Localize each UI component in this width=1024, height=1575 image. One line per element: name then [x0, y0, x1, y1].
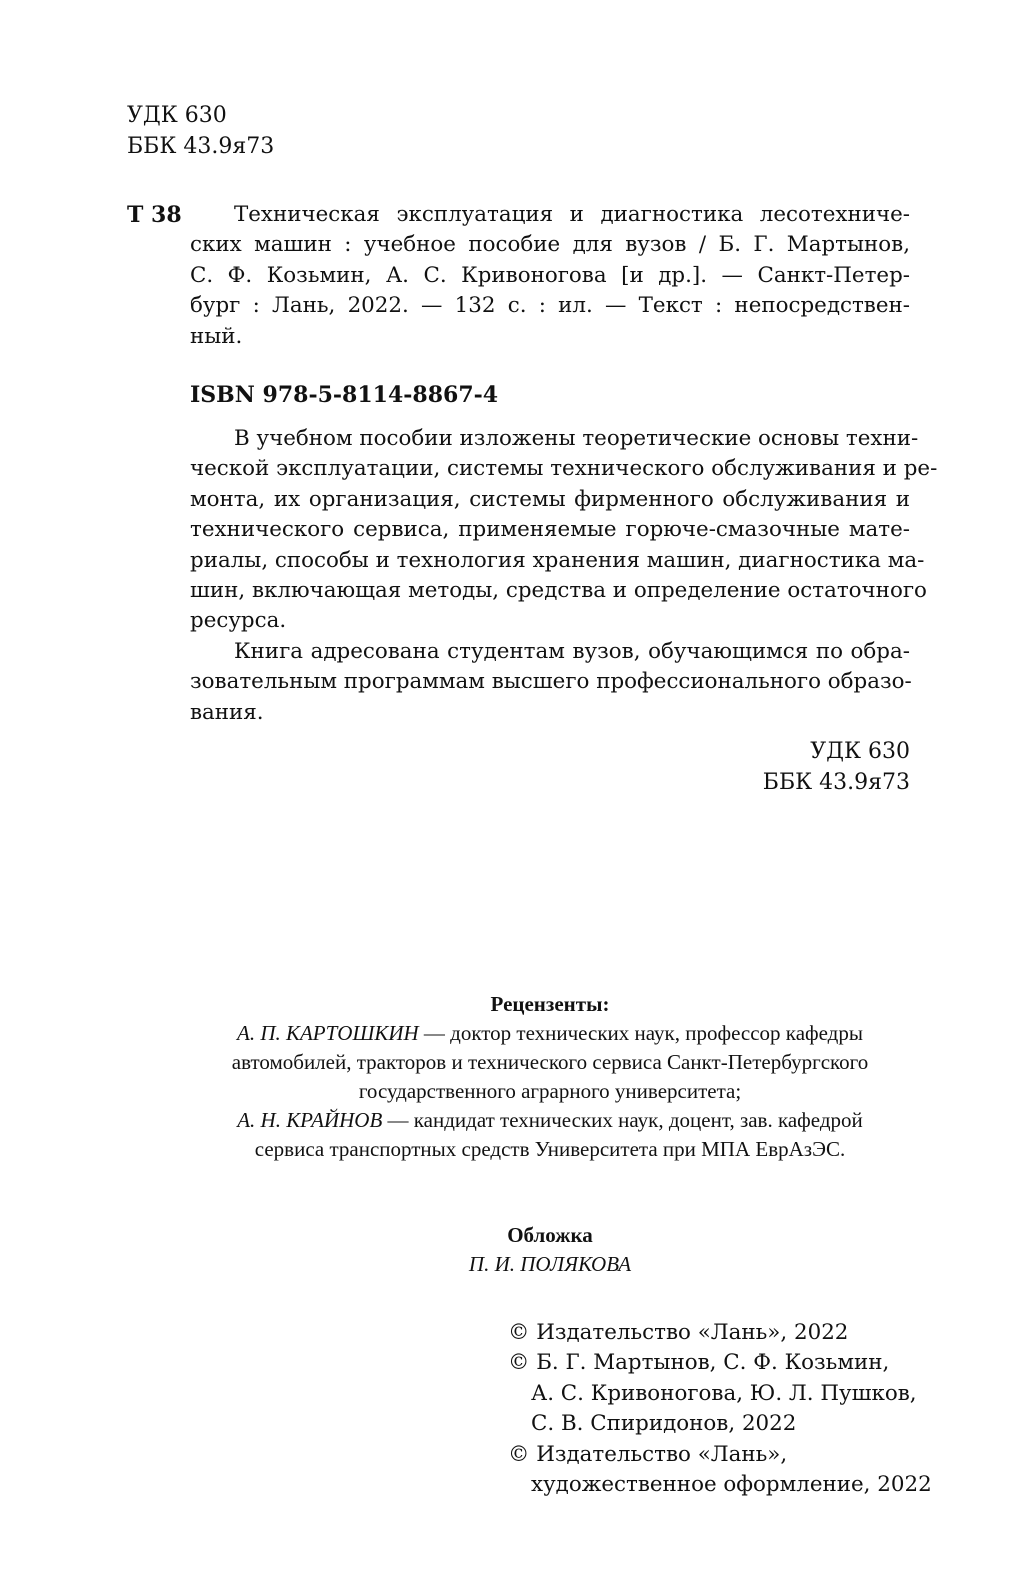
classification-right	[690, 736, 910, 798]
abstract-line: вания.	[190, 699, 264, 725]
copyright-line: С. В. Спиридонов, 2022	[531, 1411, 797, 1437]
catalog-code: Т 38	[127, 202, 182, 228]
abstract-line: ресурса.	[190, 608, 287, 634]
reviewers-heading: Рецензенты:	[490, 992, 610, 1016]
bbk-code: ББК 43.9я73	[762, 770, 910, 795]
abstract-line: риалы, способы и технология хранения машин, диагностика ма-	[190, 547, 925, 573]
reviewer-1-affiliation: государственного аграрного университета;	[358, 1079, 742, 1103]
abstract-line: Книга адресована студентам вузов, обучающимся по обра-	[234, 638, 910, 664]
citation-line: ских машин : учебное пособие для вузов / Б. Г. Мартынов,	[190, 232, 910, 258]
reviewer-2-name: А. Н. КРАЙНОВ	[237, 1108, 383, 1132]
copyright-line: © Б. Г. Мартынов, С. Ф. Козьмин,	[508, 1350, 890, 1376]
abstract-line: В учебном пособии изложены теоретические основы техни-	[234, 426, 919, 451]
cover-credit	[190, 1221, 910, 1279]
copyright-line: художественное оформление, 2022	[531, 1472, 932, 1498]
abstract-line: технического сервиса, применяемые горюче-смазочные мате-	[190, 517, 910, 543]
cover-designer: П. И. ПОЛЯКОВА	[468, 1252, 632, 1276]
reviewers	[190, 990, 910, 1164]
cover-heading: Обложка	[507, 1223, 593, 1247]
abstract-line: зовательным программам высшего профессионального образо-	[190, 669, 912, 695]
udk-code: УДК 630	[810, 739, 910, 764]
citation-line: ный.	[190, 323, 243, 349]
reviewer-1-title: — доктор технических наук, профессор кафедры	[418, 1021, 863, 1045]
reviewer-2-line	[190, 1106, 910, 1135]
abstract	[190, 424, 938, 728]
abstract-line: ческой эксплуатации, системы технического обслуживания и ре-	[190, 456, 938, 482]
copyright-line: А. С. Кривоногова, Ю. Л. Пушков,	[531, 1380, 917, 1406]
udk-code: УДК 630	[127, 103, 227, 128]
citation-line: Техническая эксплуатация и диагностика лесотехниче-	[234, 202, 910, 227]
bbk-code: ББК 43.9я73	[127, 134, 275, 159]
copyright-line: © Издательство «Лань», 2022	[508, 1320, 849, 1345]
copyright-line: © Издательство «Лань»,	[508, 1441, 788, 1467]
reviewer-1-name: А. П. КАРТОШКИН	[237, 1021, 419, 1045]
citation-line: бург : Лань, 2022. — 132 с. : ил. — Текст : непосредствен-	[190, 293, 910, 319]
classification-top	[127, 100, 274, 162]
reviewer-2-title: — кандидат технических наук, доцент, зав. кафедрой	[382, 1108, 863, 1132]
reviewer-1-line	[190, 1019, 910, 1048]
bibliographic-citation	[190, 200, 910, 352]
isbn: ISBN 978-5-8114-8867-4	[190, 382, 499, 408]
reviewer-1-affiliation: автомобилей, тракторов и технического сервиса Санкт-Петербургского	[231, 1050, 869, 1074]
abstract-line: шин, включающая методы, средства и определение остаточного	[190, 578, 927, 604]
abstract-line: монта, их организация, системы фирменного обслуживания и	[190, 486, 910, 512]
copyright-block	[508, 1318, 932, 1500]
reviewer-2-affiliation: сервиса транспортных средств Университета при МПА ЕврАзЭС.	[254, 1137, 846, 1161]
citation-line: С. Ф. Козьмин, А. С. Кривоногова [и др.]. — Санкт-Петер-	[190, 262, 910, 288]
